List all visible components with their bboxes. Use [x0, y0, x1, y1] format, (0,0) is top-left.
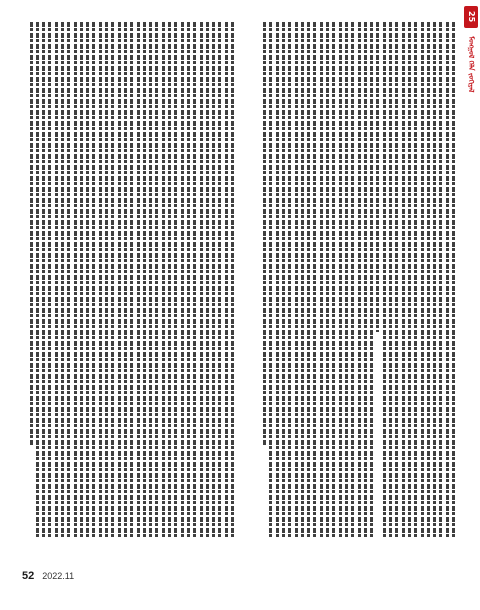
text-column	[55, 22, 58, 538]
text-column	[111, 22, 114, 538]
text-column	[67, 22, 70, 538]
text-column	[174, 22, 177, 538]
text-column	[421, 22, 424, 538]
text-column	[332, 22, 335, 538]
text-column	[395, 22, 398, 538]
text-column	[446, 22, 449, 538]
text-column	[162, 22, 165, 538]
text-column	[99, 22, 102, 538]
text-column	[282, 22, 285, 538]
text-column	[320, 22, 323, 538]
section-tab-label: 25	[467, 11, 476, 23]
text-column	[168, 22, 171, 538]
text-column	[339, 22, 342, 538]
text-column	[263, 22, 266, 445]
text-column	[414, 22, 417, 538]
text-column	[187, 22, 190, 538]
text-column	[193, 22, 196, 538]
text-column	[276, 22, 279, 538]
text-column	[433, 22, 436, 538]
text-column	[345, 22, 348, 538]
text-column	[288, 22, 291, 538]
text-column	[48, 22, 51, 538]
text-column	[389, 22, 392, 538]
text-column	[427, 22, 430, 538]
text-column	[218, 22, 221, 538]
text-column	[295, 22, 298, 538]
text-column	[86, 22, 89, 538]
text-column	[351, 22, 354, 538]
text-column	[231, 22, 234, 538]
text-column	[42, 22, 45, 538]
text-column	[452, 22, 455, 538]
running-title-text: ᠮᠣᠩᠭᠣᠯ ᠬᠡᠯᠡ ᠵᠣᠬᠢᠶᠠᠯ	[467, 36, 475, 93]
text-column	[143, 22, 146, 538]
text-column	[402, 22, 405, 538]
text-column	[137, 22, 140, 538]
text-column	[370, 22, 373, 538]
text-column	[408, 22, 411, 538]
text-column	[313, 22, 316, 538]
text-column	[307, 22, 310, 538]
text-column	[326, 22, 329, 538]
text-column	[364, 22, 367, 538]
text-column	[376, 22, 379, 332]
text-column	[149, 22, 152, 538]
text-column	[92, 22, 95, 538]
text-column	[105, 22, 108, 538]
text-column	[301, 22, 304, 538]
text-column	[206, 22, 209, 538]
text-column	[130, 22, 133, 538]
text-block-right	[255, 22, 455, 538]
issue-date: 2022.11	[42, 571, 75, 581]
text-column	[124, 22, 127, 538]
running-title	[466, 36, 476, 326]
text-column	[155, 22, 158, 538]
text-column	[74, 22, 77, 538]
text-column	[61, 22, 64, 538]
text-column	[439, 22, 442, 538]
text-block-left	[22, 22, 234, 538]
text-column	[212, 22, 215, 538]
text-column	[225, 22, 228, 538]
text-column	[269, 22, 272, 538]
text-column	[118, 22, 121, 538]
text-column	[80, 22, 83, 538]
text-column	[30, 22, 33, 445]
page-number: 52	[22, 570, 35, 582]
text-column	[200, 22, 203, 538]
text-column	[358, 22, 361, 538]
page-footer	[22, 570, 74, 582]
text-column	[383, 22, 386, 538]
section-tab	[464, 6, 478, 28]
text-column	[36, 22, 39, 538]
text-column	[181, 22, 184, 538]
